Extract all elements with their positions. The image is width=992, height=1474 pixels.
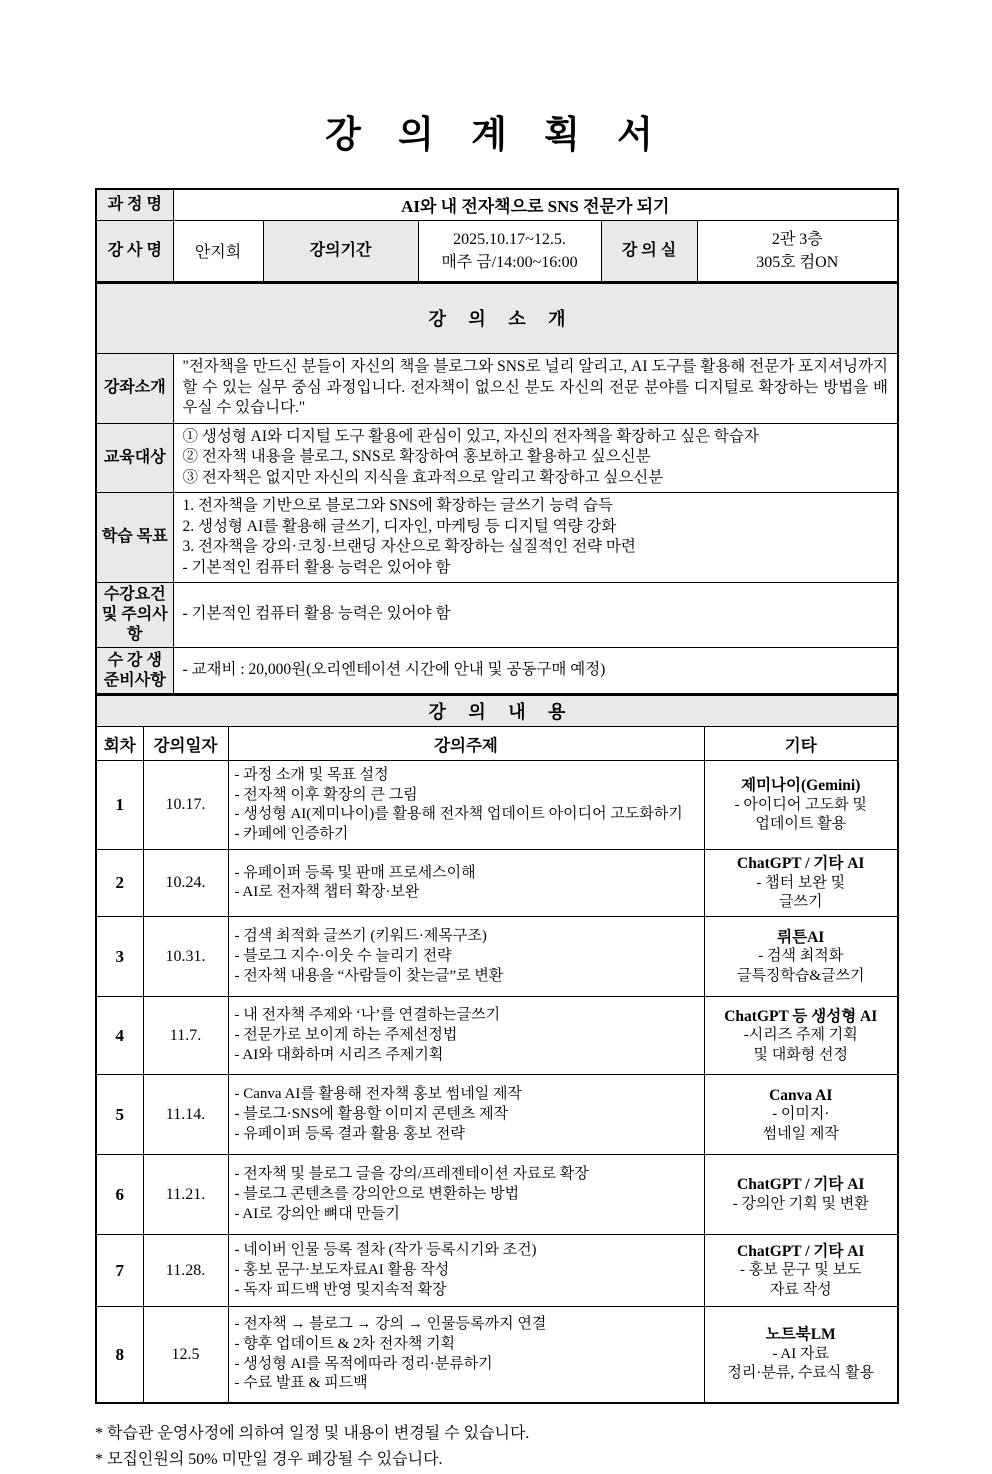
text-line: * 모집인원의 50% 미만일 경우 폐강될 수 있습니다. bbox=[95, 1451, 443, 1469]
course-name-row bbox=[96, 189, 898, 220]
text-line: - 내 전자책 주제와 ‘나’를 연결하는글쓰기 bbox=[234, 1007, 501, 1024]
room-label: 강 의 실 bbox=[601, 220, 697, 282]
session-etc bbox=[704, 997, 898, 1075]
text-line: - 블로그 지수·이웃 수 늘리기 전략 bbox=[234, 947, 452, 964]
text-line: - 기본적인 컴퓨터 활용 능력은 있어야 함 bbox=[182, 559, 451, 577]
table-row bbox=[96, 850, 898, 917]
text-line: * 학습관 운영사정에 의하여 일정 및 내용이 변경될 수 있습니다. bbox=[95, 1424, 530, 1442]
intro-row bbox=[96, 582, 898, 647]
room-value bbox=[697, 220, 898, 282]
session-etc bbox=[704, 1307, 898, 1403]
instructor-name: 안지희 bbox=[173, 220, 263, 282]
session-etc bbox=[704, 1235, 898, 1307]
room-building: 2관 3층 bbox=[771, 230, 823, 248]
text-line: - 홍보 문구 및 보도 bbox=[740, 1262, 862, 1279]
intro-row-label: 학습 목표 bbox=[96, 492, 173, 582]
course-name-label: 과 정 명 bbox=[96, 189, 173, 220]
intro-section-header-row bbox=[96, 283, 898, 353]
session-topics bbox=[228, 761, 704, 850]
course-intro-table bbox=[95, 282, 899, 695]
session-etc bbox=[704, 917, 898, 997]
page-title: 강 의 계 획 서 bbox=[325, 115, 667, 156]
intro-row bbox=[96, 423, 898, 492]
session-date: 10.17. bbox=[143, 761, 228, 850]
text-line: - 교재비 : 20,000원(오리엔테이션 시간에 안내 및 공동구매 예정) bbox=[182, 661, 606, 679]
content-column-header-row bbox=[96, 727, 898, 761]
session-number: 8 bbox=[96, 1307, 143, 1403]
period-schedule: 매주 금/14:00~16:00 bbox=[441, 253, 578, 271]
instructor-row bbox=[96, 220, 898, 282]
intro-row-label: 수 강 생 준비사항 bbox=[96, 647, 173, 694]
room-number: 305호 컴ON bbox=[756, 253, 839, 271]
intro-row-label: 교육대상 bbox=[96, 423, 173, 492]
text-line: - 네이버 인물 등록 절차 (작가 등록시기와 조건) bbox=[234, 1242, 537, 1259]
text-line: - 기본적인 컴퓨터 활용 능력은 있어야 함 bbox=[182, 605, 451, 623]
text-line: 업데이트 활용 bbox=[755, 816, 847, 833]
session-etc-detail bbox=[709, 1261, 894, 1300]
intro-row-content bbox=[173, 582, 898, 647]
intro-rows bbox=[96, 353, 898, 694]
column-header-session: 회차 bbox=[96, 727, 143, 761]
table-row bbox=[96, 1235, 898, 1307]
session-etc-tool: ChatGPT / 기타 AI bbox=[737, 1176, 865, 1194]
period-label: 강의기간 bbox=[263, 220, 418, 282]
text-line: - AI와 대화하며 시리즈 주제기획 bbox=[234, 1046, 444, 1063]
text-line: - 블로그·SNS에 활용할 이미지 콘텐츠 제작 bbox=[234, 1105, 509, 1122]
text-line: 글쓰기 bbox=[779, 894, 823, 911]
session-etc-tool: 노트북LM bbox=[765, 1326, 836, 1344]
table-row bbox=[96, 1075, 898, 1155]
session-etc-detail bbox=[709, 796, 894, 835]
session-number: 5 bbox=[96, 1075, 143, 1155]
session-etc bbox=[704, 1155, 898, 1235]
session-etc-detail bbox=[709, 1195, 894, 1215]
session-number: 2 bbox=[96, 850, 143, 917]
session-etc-detail bbox=[709, 1026, 894, 1065]
text-line: 썸네일 제작 bbox=[762, 1125, 839, 1142]
text-line: - 이미지· bbox=[772, 1106, 830, 1123]
session-etc-detail bbox=[709, 947, 894, 986]
text-line: 1. 전자책을 기반으로 블로그와 SNS에 확장하는 글쓰기 능력 습득 bbox=[182, 496, 613, 514]
intro-row bbox=[96, 647, 898, 694]
session-number: 6 bbox=[96, 1155, 143, 1235]
session-number: 1 bbox=[96, 761, 143, 850]
intro-row-content bbox=[173, 353, 898, 423]
session-date: 11.21. bbox=[143, 1155, 228, 1235]
text-line: - 검색 최적화 글쓰기 (키워드·제목구조) bbox=[234, 928, 487, 945]
session-etc-detail bbox=[709, 1105, 894, 1144]
text-line: ① 생성형 AI와 디지털 도구 활용에 관심이 있고, 자신의 전자책을 확장하고 싶은 학습자 bbox=[182, 427, 759, 445]
text-line: - 생성형 AI를 목적에따라 정리·분류하기 bbox=[234, 1355, 493, 1372]
table-row bbox=[96, 1155, 898, 1235]
session-etc-detail bbox=[709, 874, 894, 913]
text-line: - 검색 최적화 bbox=[758, 948, 844, 965]
intro-row bbox=[96, 492, 898, 582]
session-topics bbox=[228, 1075, 704, 1155]
session-date: 11.28. bbox=[143, 1235, 228, 1307]
text-line: - 전문가로 보이게 하는 주제선정법 bbox=[234, 1026, 458, 1043]
content-section-title: 강 의 내 용 bbox=[96, 695, 898, 727]
session-etc bbox=[704, 1075, 898, 1155]
text-line: - AI 자료 bbox=[772, 1345, 829, 1362]
text-line: - 전자책 → 블로그 → 강의 → 인물등록까지 연결 bbox=[234, 1316, 547, 1333]
session-etc-tool: ChatGPT / 기타 AI bbox=[737, 855, 865, 873]
text-line: - 유페이퍼 등록 결과 활용 홍보 전략 bbox=[234, 1125, 465, 1142]
session-etc-detail bbox=[709, 1345, 894, 1384]
session-etc bbox=[704, 761, 898, 850]
session-date: 11.7. bbox=[143, 997, 228, 1075]
intro-row-label: 강좌소개 bbox=[96, 353, 173, 423]
text-line: - 홍보 문구·보도자료AI 활용 작성 bbox=[234, 1261, 450, 1278]
text-line: 정리·분류, 수료식 활용 bbox=[727, 1365, 875, 1382]
session-topics bbox=[228, 1155, 704, 1235]
text-line: - 과정 소개 및 목표 설정 bbox=[234, 766, 389, 783]
session-topics bbox=[228, 997, 704, 1075]
session-topics bbox=[228, 917, 704, 997]
session-etc-tool: ChatGPT 등 생성형 AI bbox=[724, 1007, 878, 1025]
text-line: - AI로 강의안 뼈대 만들기 bbox=[234, 1205, 400, 1222]
session-date: 10.31. bbox=[143, 917, 228, 997]
session-etc-tool: ChatGPT / 기타 AI bbox=[737, 1242, 865, 1260]
session-number: 3 bbox=[96, 917, 143, 997]
text-line: - 블로그 콘텐츠를 강의안으로 변환하는 방법 bbox=[234, 1185, 520, 1202]
course-info-table bbox=[95, 188, 899, 283]
session-etc-tool: 뤼튼AI bbox=[777, 928, 825, 946]
table-row bbox=[96, 1307, 898, 1403]
text-line: "전자책을 만드신 분들이 자신의 책을 블로그와 SNS로 널리 알리고, AI 도구를 활용해 전문가 포지셔닝까지 할 수 있는 실무 중심 과정입니다. 전자책이 없으신 분도 자신의 전문 분야를 디지털로 확장하는 방법을 배우실 수 있습니다." bbox=[182, 357, 888, 417]
instructor-label: 강 사 명 bbox=[96, 220, 173, 282]
intro-row-content bbox=[173, 647, 898, 694]
table-row bbox=[96, 917, 898, 997]
text-line: - 챕터 보완 및 bbox=[756, 874, 846, 891]
session-etc bbox=[704, 850, 898, 917]
session-etc-tool: Canva AI bbox=[769, 1086, 833, 1104]
intro-row-label: 수강요건 및 주의사항 bbox=[96, 582, 173, 647]
content-rows bbox=[96, 761, 898, 1403]
intro-row-content bbox=[173, 492, 898, 582]
content-section-header-row bbox=[96, 695, 898, 727]
text-line: 3. 전자책을 강의·코칭·브랜딩 자산으로 확장하는 실질적인 전략 마련 bbox=[182, 538, 636, 556]
period-dates: 2025.10.17~12.5. bbox=[453, 230, 566, 248]
text-line: - 생성형 AI(제미나이)를 활용해 전자책 업데이트 아이디어 고도화하기 bbox=[234, 806, 683, 823]
text-line: - 독자 피드백 반영 및지속적 확장 bbox=[234, 1281, 447, 1298]
intro-row-content bbox=[173, 423, 898, 492]
text-line: 자료 작성 bbox=[769, 1281, 832, 1298]
course-name-value: AI와 내 전자책으로 SNS 전문가 되기 bbox=[173, 189, 898, 220]
text-line: - 유페이퍼 등록 및 판매 프로세스이해 bbox=[234, 864, 476, 881]
session-date: 11.14. bbox=[143, 1075, 228, 1155]
text-line: - 수료 발표 & 피드백 bbox=[234, 1375, 368, 1392]
text-line: - Canva AI를 활용해 전자책 홍보 썸네일 제작 bbox=[234, 1086, 522, 1103]
text-line: - 아이디어 고도화 및 bbox=[734, 796, 867, 813]
text-line: - 전자책 및 블로그 글을 강의/프레젠테이션 자료로 확장 bbox=[234, 1166, 589, 1183]
text-line: - 카페에 인증하기 bbox=[234, 826, 349, 843]
column-header-date: 강의일자 bbox=[143, 727, 228, 761]
text-line: - 향후 업데이트 & 2차 전자책 기획 bbox=[234, 1335, 456, 1352]
text-line: 글특징학습&글쓰기 bbox=[736, 967, 865, 984]
lecture-content-table bbox=[95, 694, 899, 1404]
text-line: - 강의안 기획 및 변환 bbox=[732, 1195, 869, 1212]
intro-section-title: 강 의 소 개 bbox=[96, 283, 898, 353]
session-topics bbox=[228, 1235, 704, 1307]
text-line: - 전자책 내용을 “사람들이 찾는글”로 변환 bbox=[234, 967, 504, 984]
session-date: 12.5 bbox=[143, 1307, 228, 1403]
footnotes bbox=[95, 1421, 897, 1474]
text-line: 및 대화형 선정 bbox=[753, 1046, 848, 1063]
text-line: - 전자책 이후 확장의 큰 그림 bbox=[234, 786, 418, 803]
session-topics bbox=[228, 1307, 704, 1403]
text-line: 2. 생성형 AI를 활용해 글쓰기, 디자인, 마케팅 등 디지털 역량 강화 bbox=[182, 517, 617, 535]
session-etc-tool: 제미나이(Gemini) bbox=[741, 777, 861, 795]
text-line: ③ 전자책은 없지만 자신의 지식을 효과적으로 알리고 확장하고 싶으신분 bbox=[182, 469, 664, 487]
intro-row bbox=[96, 353, 898, 423]
table-row bbox=[96, 761, 898, 850]
session-number: 4 bbox=[96, 997, 143, 1075]
text-line: ② 전자책 내용을 블로그, SNS로 확장하여 홍보하고 활용하고 싶으신분 bbox=[182, 448, 651, 466]
table-row bbox=[96, 997, 898, 1075]
period-value bbox=[418, 220, 601, 282]
column-header-etc: 기타 bbox=[704, 727, 898, 761]
text-line: - AI로 전자책 챕터 확장·보완 bbox=[234, 884, 420, 901]
session-number: 7 bbox=[96, 1235, 143, 1307]
column-header-topic: 강의주제 bbox=[228, 727, 704, 761]
session-topics bbox=[228, 850, 704, 917]
session-date: 10.24. bbox=[143, 850, 228, 917]
text-line: -시리즈 주제 기획 bbox=[743, 1027, 858, 1044]
